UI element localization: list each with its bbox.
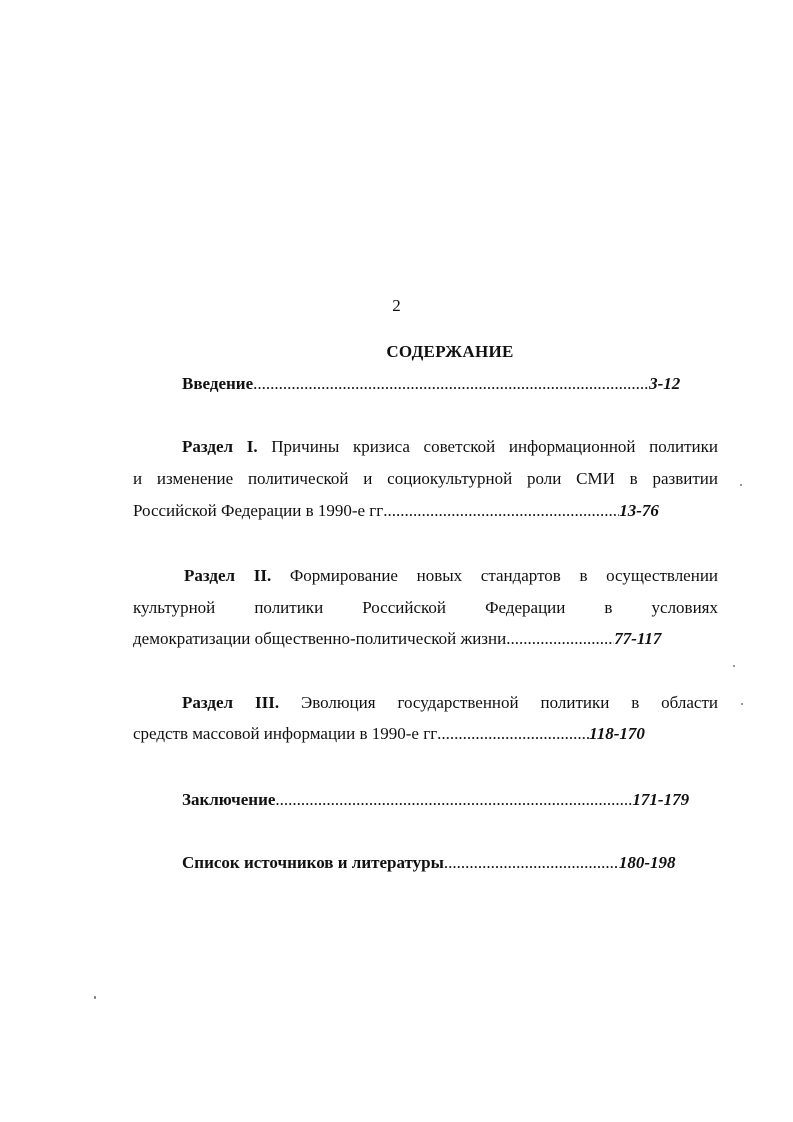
toc-section2-line1: [184, 566, 718, 586]
scan-speck: [741, 703, 743, 705]
toc-entry-label: Заключение: [182, 790, 276, 809]
leader-dots: [444, 853, 619, 873]
toc-entry-conclusion: [182, 790, 712, 810]
section-title-part: средств массовой информации в 1990-е гг: [133, 724, 438, 743]
toc-entry-pages: 118-170: [589, 724, 645, 743]
toc-section1-line1: [182, 437, 718, 457]
toc-entry-bibliography: [182, 853, 712, 873]
leader-dots: [253, 374, 649, 394]
section-title-part: Эволюция государственной политики в области: [300, 693, 718, 712]
toc-section3-line1: [182, 693, 718, 713]
toc-entry-label: Список источников и литературы: [182, 853, 444, 872]
toc-section2-line3: [133, 629, 718, 649]
scan-speck: [733, 665, 735, 667]
toc-title: СОДЕРЖАНИЕ: [386, 342, 514, 361]
leader-dots: [383, 501, 619, 521]
toc-section2-line2: культурной политики Российской Федерации в условиях: [133, 598, 718, 617]
scan-speck: [94, 996, 96, 999]
section-title-part: Формирование новых стандартов в осуществлении: [289, 566, 719, 585]
toc-entry-pages: 77-117: [614, 629, 662, 648]
toc-entry-pages: 180-198: [618, 853, 676, 872]
section-prefix: Раздел I.: [182, 437, 258, 456]
leader-dots: [437, 724, 589, 744]
section-title-part: Российской Федерации в 1990-е гг: [133, 501, 384, 520]
leader-dots: [275, 790, 632, 810]
toc-entry-label: Введение: [182, 374, 254, 393]
toc-section1-line3: [133, 501, 708, 521]
section-prefix: Раздел II.: [184, 566, 272, 585]
toc-section3-line2: [133, 724, 718, 744]
section-title-part: демократизации общественно-политической жизни: [133, 629, 507, 648]
scan-speck: [740, 484, 742, 486]
toc-entry-pages: 13-76: [619, 501, 659, 520]
section-title-part: Причины кризиса советской информационной политики: [271, 437, 719, 456]
toc-entry-pages: 171-179: [632, 790, 690, 809]
toc-entry-intro: [182, 374, 694, 394]
toc-entry-pages: 3-12: [649, 374, 681, 393]
section-prefix: Раздел III.: [182, 693, 280, 712]
toc-section1-line2: и изменение политической и социокультурной роли СМИ в развитии: [133, 469, 718, 488]
leader-dots: [506, 629, 614, 649]
page-number: 2: [392, 296, 401, 315]
